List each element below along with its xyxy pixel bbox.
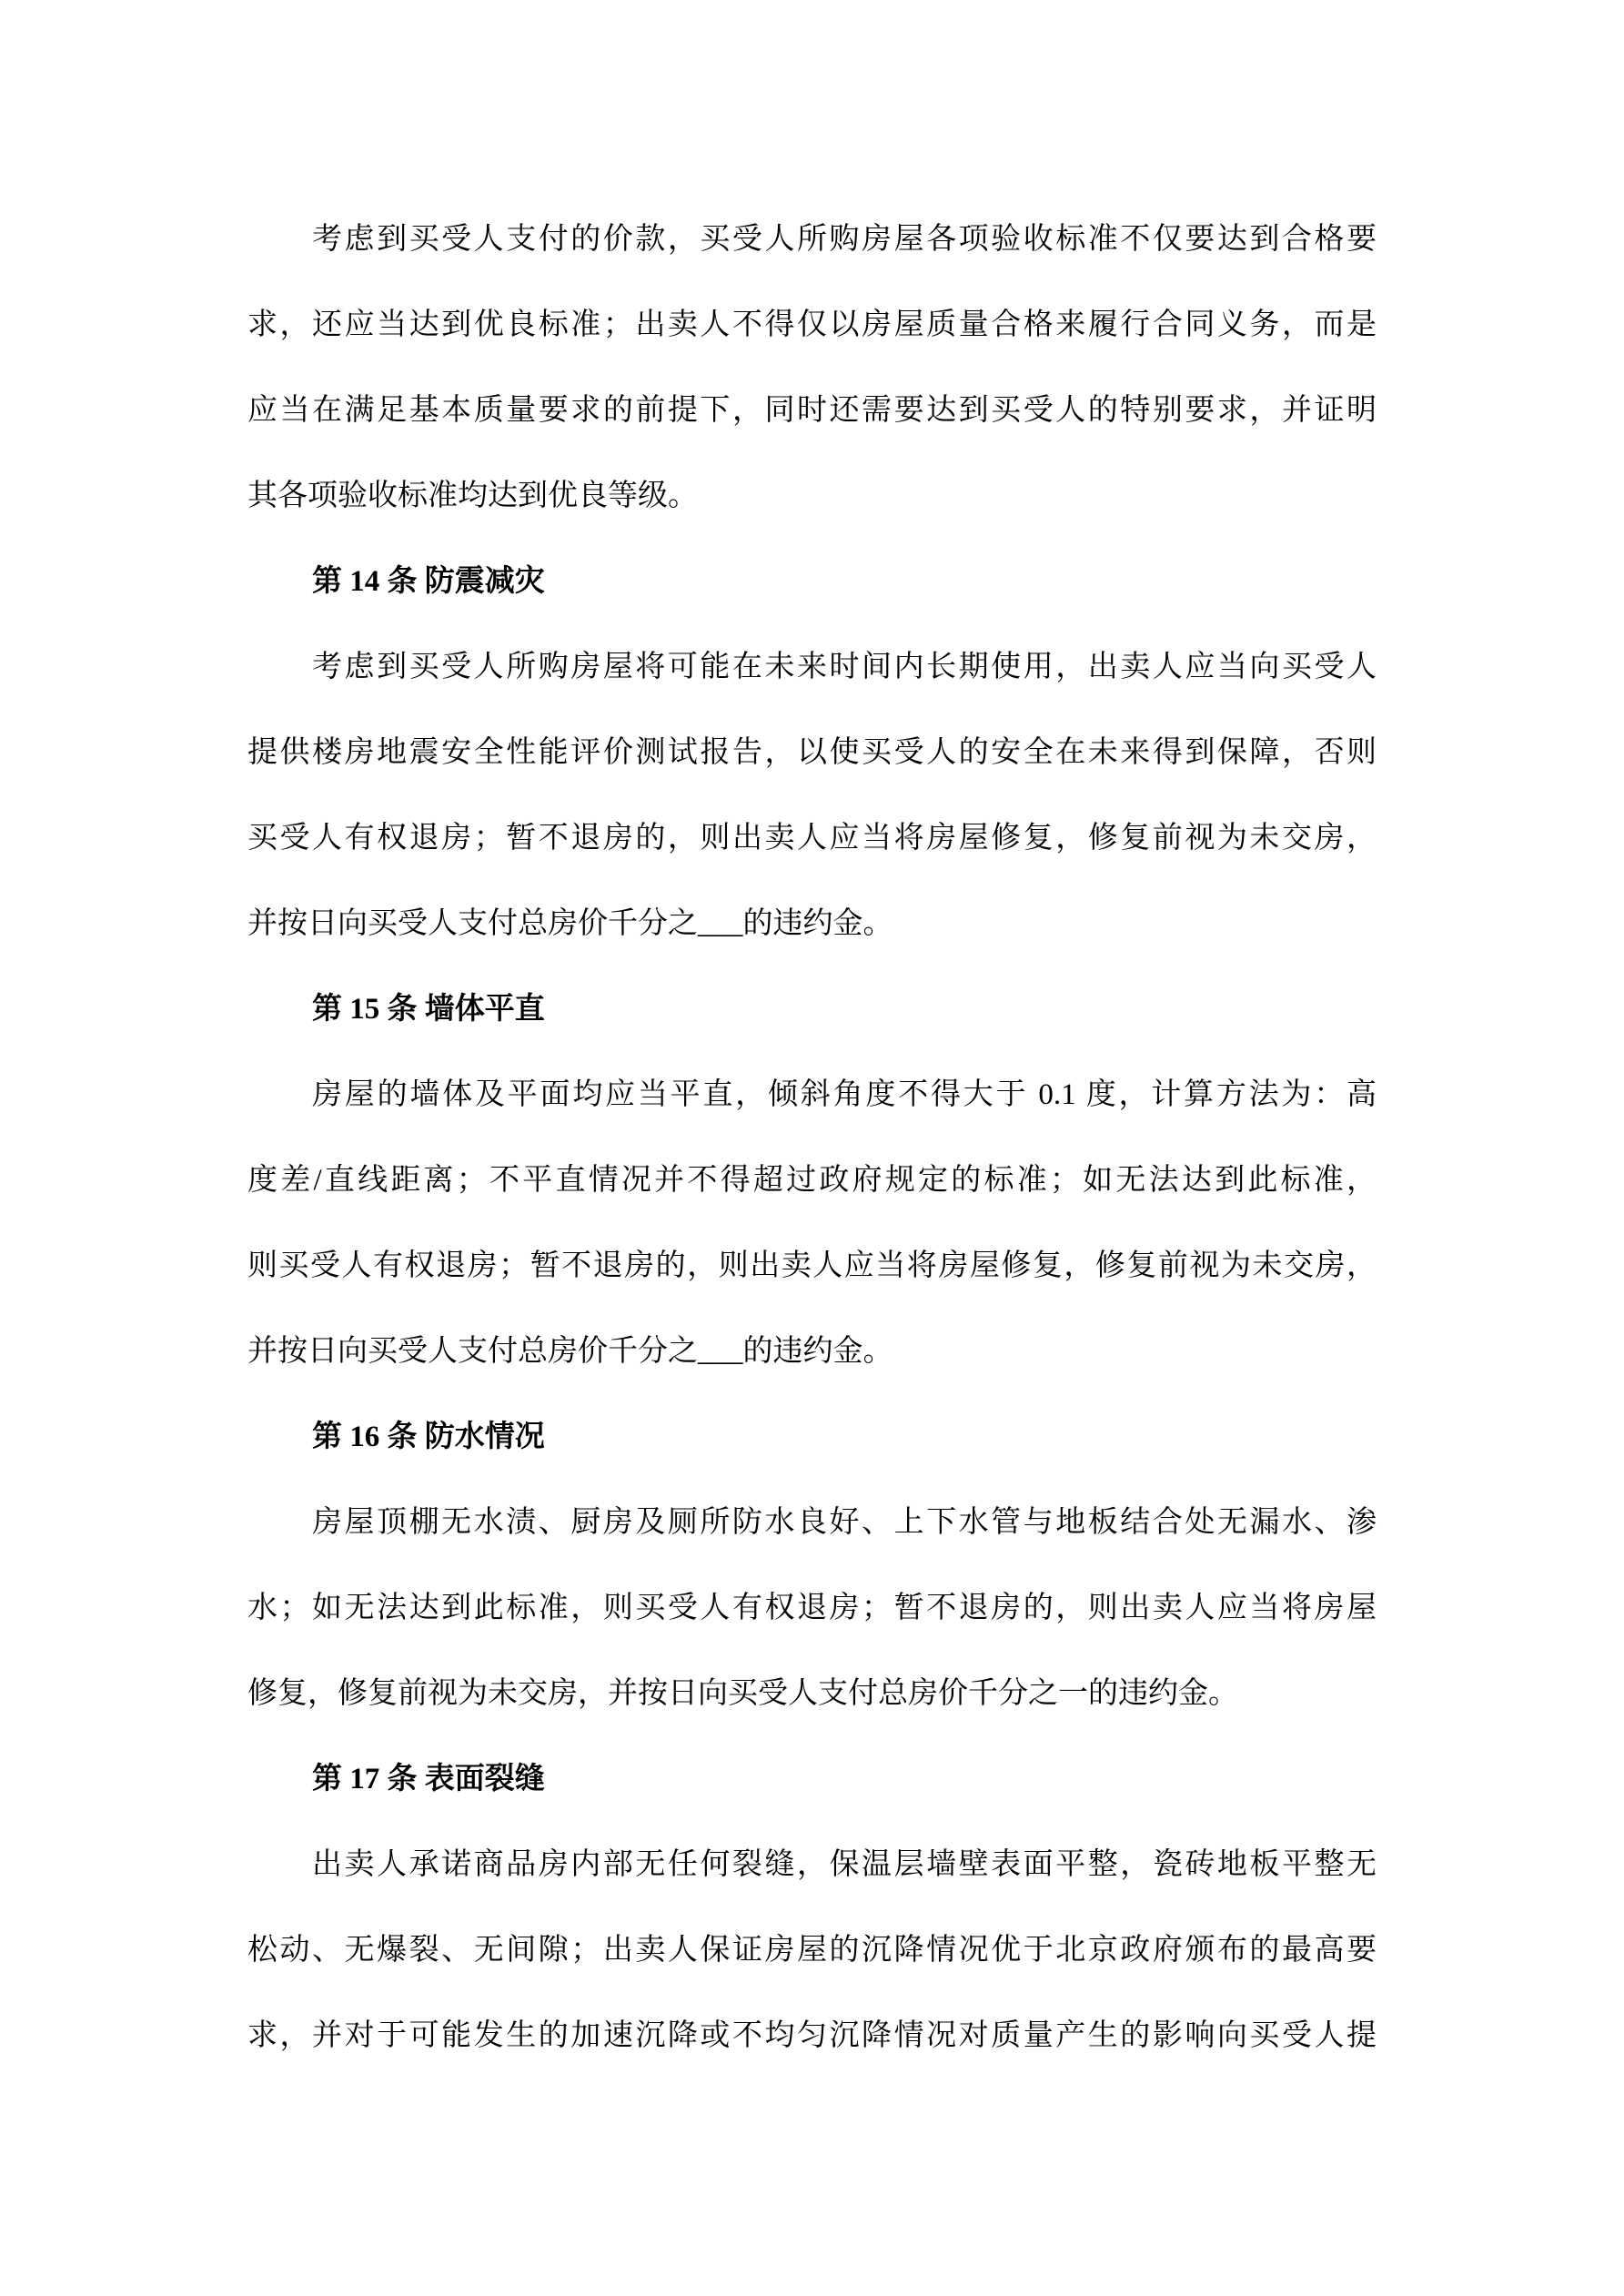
section-heading-17: 第 17 条 表面裂缝 — [312, 1763, 545, 1795]
text-line: 松动、无爆裂、无间隙；出卖人保证房屋的沉降情况优于北京政府颁布的最高要 — [247, 1934, 1377, 1967]
paragraph — [247, 624, 1377, 966]
text-line: 求，还应当达到优良标准；出卖人不得仅以房屋质量合格来履行合同义务，而是 — [247, 308, 1377, 341]
text-line: 出卖人承诺商品房内部无任何裂缝，保温层墙壁表面平整，瓷砖地板平整无 — [312, 1848, 1377, 1881]
text-line: 并按日向买受人支付总房价千分之___的违约金。 — [247, 907, 893, 940]
text-line: 其各项验收标准均达到优良等级。 — [247, 480, 698, 512]
text-line: 提供楼房地震安全性能评价测试报告，以使买受人的安全在未来得到保障，否则 — [247, 736, 1377, 769]
text-line: 应当在满足基本质量要求的前提下，同时还需要达到买受人的特别要求，并证明 — [247, 394, 1377, 427]
text-line: 考虑到买受人支付的价款，买受人所购房屋各项验收标准不仅要达到合格要 — [312, 223, 1377, 256]
text-line: 修复，修复前视为未交房，并按日向买受人支付总房价千分之一的违约金。 — [247, 1677, 1238, 1710]
paragraph — [247, 1480, 1377, 1736]
text-line: 买受人有权退房；暂不退房的，则出卖人应当将房屋修复，修复前视为未交房， — [247, 822, 1377, 855]
text-line: 房屋的墙体及平面均应当平直，倾斜角度不得大于 0.1 度，计算方法为：高 — [312, 1078, 1377, 1111]
text-line: 房屋顶棚无水渍、厨房及厕所防水良好、上下水管与地板结合处无漏水、渗 — [312, 1506, 1377, 1539]
section-heading-16: 第 16 条 防水情况 — [312, 1421, 545, 1453]
paragraph — [247, 1052, 1377, 1394]
text-line: 度差/直线距离；不平直情况并不得超过政府规定的标准；如无法达到此标准， — [247, 1164, 1377, 1197]
section-heading-14: 第 14 条 防震减灾 — [312, 565, 545, 598]
text-line: 并按日向买受人支付总房价千分之___的违约金。 — [247, 1335, 893, 1368]
text-line: 求，并对于可能发生的加速沉降或不均匀沉降情况对质量产生的影响向买受人提 — [247, 2019, 1377, 2052]
section-heading-15: 第 15 条 墙体平直 — [312, 993, 545, 1026]
text-line: 则买受人有权退房；暂不退房的，则出卖人应当将房屋修复，修复前视为未交房， — [247, 1249, 1377, 1282]
document-body — [247, 197, 1377, 2079]
text-line: 水；如无法达到此标准，则买受人有权退房；暂不退房的，则出卖人应当将房屋 — [247, 1592, 1377, 1624]
text-line: 考虑到买受人所购房屋将可能在未来时间内长期使用，出卖人应当向买受人 — [312, 651, 1377, 683]
paragraph — [247, 1822, 1377, 2079]
paragraph — [247, 197, 1377, 539]
